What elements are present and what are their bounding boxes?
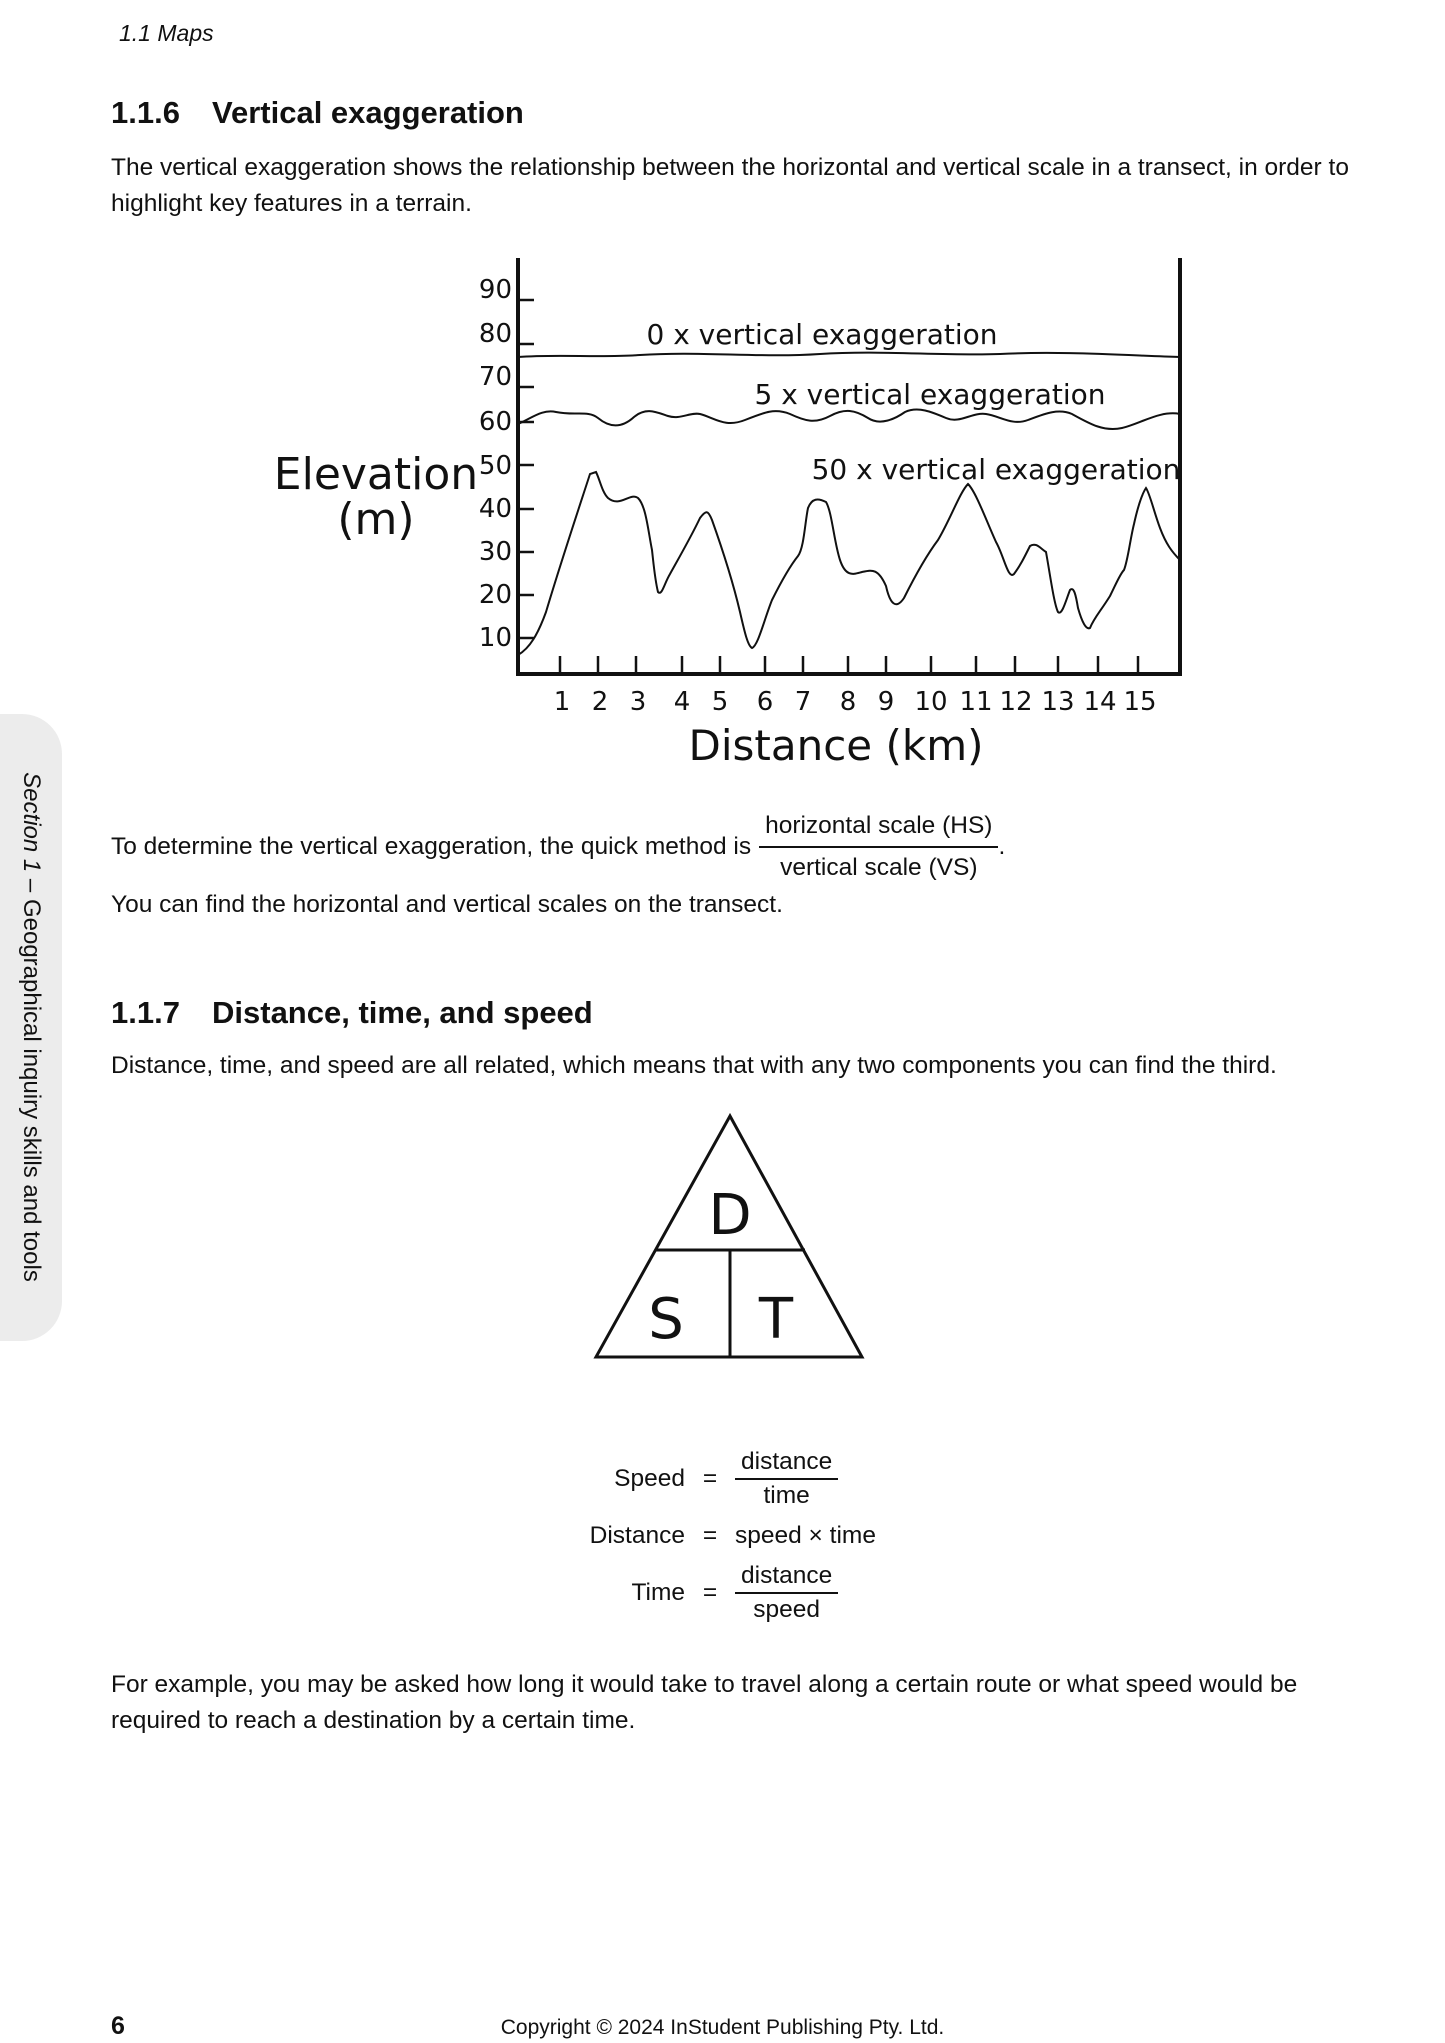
y-axis-title-line1: Elevation bbox=[273, 449, 479, 500]
heading-distance-time-speed bbox=[111, 995, 593, 1031]
side-tab-dash: – bbox=[18, 878, 45, 893]
y-tick-label: 40 bbox=[478, 494, 512, 524]
distance-formula bbox=[550, 1510, 876, 1562]
x-tick-label: 3 bbox=[629, 687, 647, 717]
x-tick-label: 2 bbox=[591, 687, 609, 717]
formula-block bbox=[550, 1448, 876, 1624]
profile-50x bbox=[518, 472, 1180, 655]
heading-number: 1.1.6 bbox=[111, 95, 180, 130]
copyright-notice: Copyright © 2024 InStudent Publishing Pty. Ltd. bbox=[500, 2016, 945, 2039]
transect-diagram bbox=[0, 0, 1445, 780]
label-0x-exaggeration: 0 x vertical exaggeration bbox=[646, 318, 998, 351]
page-number: 6 bbox=[111, 2012, 125, 2040]
x-tick-marks bbox=[560, 656, 1138, 674]
fraction-numerator: horizontal scale (HS) bbox=[759, 808, 998, 848]
y-axis-title-line2: (m) bbox=[337, 494, 415, 545]
quick-method-line bbox=[111, 808, 1005, 886]
y-tick-label: 50 bbox=[478, 451, 512, 481]
side-tab-title: Geographical inquiry skills and tools bbox=[18, 898, 45, 1282]
label-50x-exaggeration: 50 x vertical exaggeration bbox=[811, 453, 1181, 486]
side-tab-label bbox=[17, 772, 45, 1282]
x-tick-label: 9 bbox=[877, 687, 895, 717]
y-tick-marks bbox=[518, 300, 534, 638]
label-5x-exaggeration: 5 x vertical exaggeration bbox=[754, 378, 1106, 411]
triangle-distance-letter: D bbox=[708, 1183, 752, 1248]
y-tick-label: 60 bbox=[478, 407, 512, 437]
vertical-exaggeration-fraction bbox=[759, 808, 998, 886]
side-tab-section: Section 1 bbox=[18, 772, 45, 873]
distance-expression: speed × time bbox=[735, 1522, 876, 1549]
x-tick-label: 4 bbox=[673, 687, 691, 717]
x-tick-label: 1 bbox=[553, 687, 571, 717]
quick-method-period: . bbox=[998, 833, 1006, 860]
y-tick-label: 80 bbox=[478, 319, 512, 349]
dst-triangle bbox=[580, 1110, 880, 1370]
x-tick-label: 13 bbox=[1041, 687, 1075, 717]
speed-formula bbox=[550, 1448, 876, 1510]
x-tick-label: 7 bbox=[794, 687, 812, 717]
y-tick-labels bbox=[479, 275, 512, 653]
speed-denominator: time bbox=[763, 1482, 810, 1509]
equals-sign: = bbox=[702, 1522, 718, 1549]
y-tick-label: 20 bbox=[478, 580, 512, 610]
heading-number: 1.1.7 bbox=[111, 995, 180, 1030]
time-denominator: speed bbox=[753, 1596, 821, 1623]
y-tick-label: 70 bbox=[478, 362, 512, 392]
x-tick-label: 6 bbox=[756, 687, 774, 717]
time-formula bbox=[550, 1562, 876, 1624]
x-tick-labels bbox=[554, 687, 1157, 717]
y-tick-label: 30 bbox=[478, 537, 512, 567]
time-fraction bbox=[735, 1562, 838, 1624]
time-label: Time bbox=[631, 1579, 685, 1606]
heading-title: Vertical exaggeration bbox=[212, 95, 524, 130]
x-tick-label: 14 bbox=[1083, 687, 1117, 717]
scales-note: You can find the horizontal and vertical scales on the transect. bbox=[111, 891, 783, 918]
distance-label: Distance bbox=[589, 1522, 685, 1549]
triangle-speed-letter: S bbox=[648, 1287, 684, 1352]
equals-sign: = bbox=[702, 1465, 718, 1492]
example-paragraph: For example, you may be asked how long it would take to travel along a certain route or what speed would be required to reach a destination by a certain time. bbox=[111, 1671, 1298, 1734]
x-tick-label: 8 bbox=[839, 687, 857, 717]
speed-fraction bbox=[735, 1448, 838, 1510]
x-tick-label: 12 bbox=[999, 687, 1033, 717]
running-header: 1.1 Maps bbox=[119, 20, 214, 46]
heading-title: Distance, time, and speed bbox=[212, 995, 593, 1030]
profile-5x bbox=[518, 410, 1180, 430]
y-tick-label: 10 bbox=[478, 623, 512, 653]
x-tick-label: 10 bbox=[914, 687, 948, 717]
x-tick-label: 11 bbox=[959, 687, 993, 717]
x-axis-title: Distance (km) bbox=[688, 721, 984, 770]
triangle-time-letter: T bbox=[758, 1287, 794, 1352]
fraction-denominator: vertical scale (VS) bbox=[780, 854, 978, 881]
y-tick-label: 90 bbox=[478, 275, 512, 305]
time-numerator: distance bbox=[735, 1562, 838, 1594]
speed-numerator: distance bbox=[735, 1448, 838, 1480]
vertical-exaggeration-intro: The vertical exaggeration shows the relationship between the horizontal and vertical scale in a transect, in order to highlight key features in a terrain. bbox=[111, 154, 1349, 217]
profile-0x bbox=[518, 353, 1180, 357]
speed-label: Speed bbox=[614, 1465, 685, 1492]
distance-time-speed-intro: Distance, time, and speed are all related, which means that with any two components you can find the third. bbox=[111, 1052, 1277, 1079]
x-tick-label: 5 bbox=[711, 687, 729, 717]
x-tick-label: 15 bbox=[1123, 687, 1157, 717]
quick-method-text: To determine the vertical exaggeration, the quick method is bbox=[111, 833, 752, 860]
equals-sign: = bbox=[702, 1579, 718, 1606]
